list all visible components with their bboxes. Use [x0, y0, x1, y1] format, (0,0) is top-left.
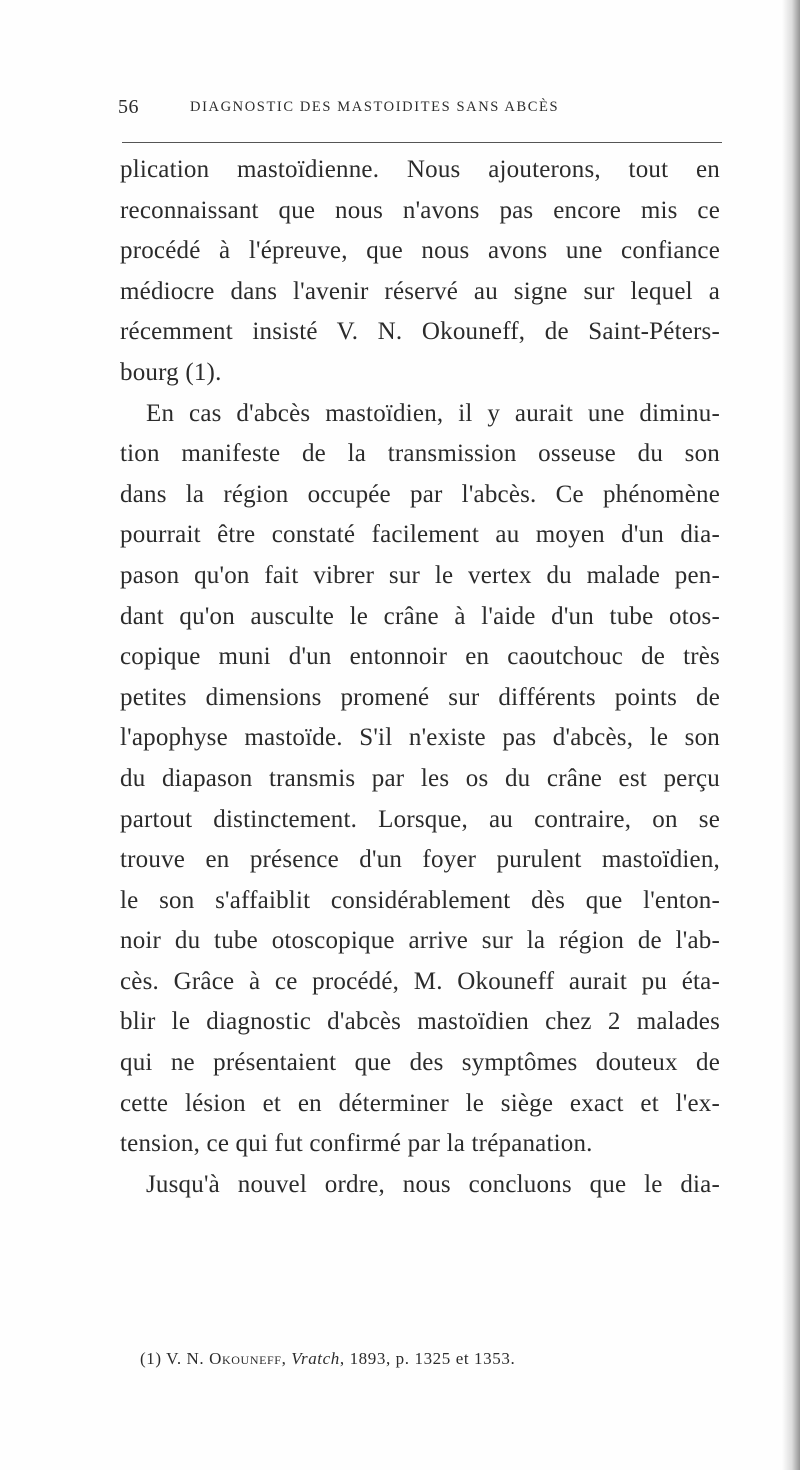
text-line: procédé à l'épreuve, que nous avons une confiance	[120, 237, 720, 265]
text-line: dant qu'on ausculte le crâne à l'aide d'un tube otos-	[120, 602, 720, 630]
text-line: bourg (1).	[120, 358, 222, 386]
page-edge-shadow	[782, 0, 800, 1470]
text-line: récemment insisté V. N. Okouneff, de Saint-Péters-	[120, 318, 720, 346]
text-line: petites dimensions promené sur différents points de	[120, 683, 720, 711]
footnote-details: , 1893, p. 1325 et 1353.	[339, 1349, 516, 1368]
text-line: pourrait être constaté facilement au moyen d'un dia-	[120, 521, 720, 549]
text-line: médiocre dans l'avenir réservé au signe sur lequel a	[120, 277, 720, 305]
text-line: partout distinctement. Lorsque, au contraire, on se	[120, 805, 720, 833]
text-line: blir le diagnostic d'abcès mastoïdien chez 2 malades	[120, 1008, 720, 1036]
text-line: copique muni d'un entonnoir en caoutchouc de très	[120, 643, 720, 671]
footnote-journal: Vratch	[291, 1349, 340, 1368]
body-text	[120, 150, 720, 1205]
text-line: tion manifeste de la transmission osseuse du son	[120, 440, 720, 468]
text-line: tension, ce qui fut confirmé par la trépanation.	[120, 1130, 593, 1158]
text-line: pason qu'on fait vibrer sur le vertex du malade pen-	[120, 561, 720, 589]
footnote-author: Okouneff	[209, 1349, 282, 1368]
page-header	[118, 96, 718, 124]
text-line: noir du tube otoscopique arrive sur la région de l'ab-	[120, 927, 720, 955]
text-line: dans la région occupée par l'abcès. Ce phénomène	[120, 480, 720, 508]
footnote-marker: (1) V. N.	[140, 1349, 205, 1368]
text-line: cette lésion et en déterminer le siège exact et l'ex-	[120, 1089, 720, 1117]
text-line: du diapason transmis par les os du crâne est perçu	[120, 764, 720, 792]
text-line: l'apophyse mastoïde. S'il n'existe pas d'abcès, le son	[120, 724, 720, 752]
text-line: En cas d'abcès mastoïdien, il y aurait une diminu-	[146, 399, 720, 427]
text-line: Jusqu'à nouvel ordre, nous concluons que le dia-	[146, 1170, 720, 1198]
text-line: qui ne présentaient que des symptômes douteux de	[120, 1049, 720, 1077]
text-line: reconnaissant que nous n'avons pas encore mis ce	[120, 196, 720, 224]
page-number: 56	[118, 96, 139, 118]
text-line: le son s'affaiblit considérablement dès que l'enton-	[120, 886, 720, 914]
running-title: DIAGNOSTIC DES MASTOIDITES SANS ABCÈS	[190, 99, 560, 115]
text-line: trouve en présence d'un foyer purulent mastoïdien,	[120, 846, 720, 874]
text-line: cès. Grâce à ce procédé, M. Okouneff aurait pu éta-	[120, 967, 720, 995]
footnote: (1) V. N. Okouneff, Vratch, 1893, p. 1325 et 1353.	[140, 1349, 516, 1368]
header-rule	[122, 142, 722, 143]
text-line: plication mastoïdienne. Nous ajouterons, tout en	[120, 156, 720, 183]
